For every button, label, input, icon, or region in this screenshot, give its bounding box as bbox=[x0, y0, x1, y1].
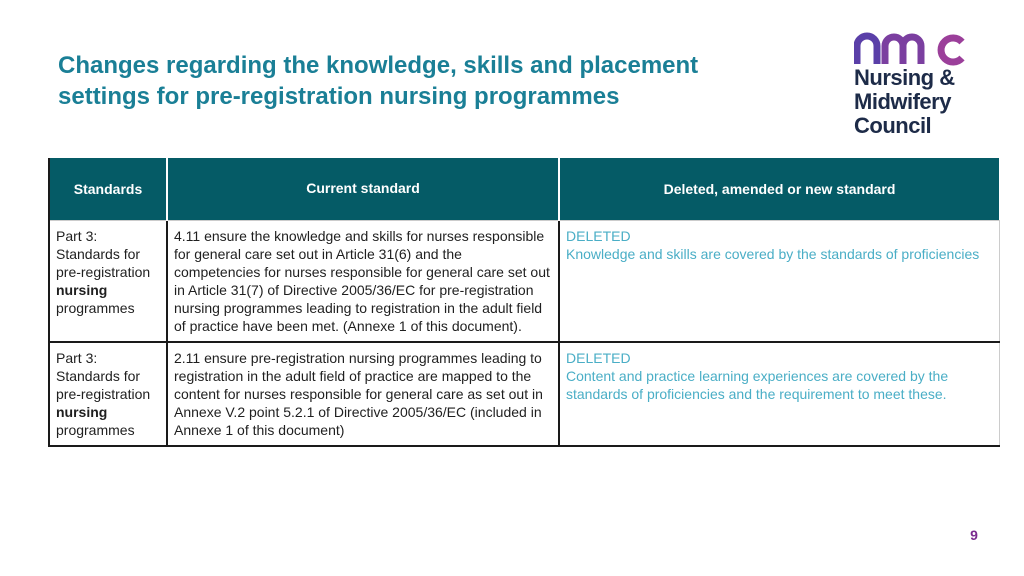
standards-cell bbox=[49, 342, 167, 446]
change-text: Content and practice learning experiences are covered by the standards of proficiencies and the requirement to meet these. bbox=[566, 368, 949, 402]
header-standards: Standards bbox=[49, 158, 167, 221]
current-standard-cell: 2.11 ensure pre-registration nursing programmes leading to registration in the adult field of practice are mapped to the content for nurses responsible for general care as set out in Annexe V.2 point 5.2.1 of Directive 2005/36/EC (included in Annexe 1 of this document) bbox=[167, 342, 559, 446]
standards-cell bbox=[49, 221, 167, 343]
logo-wordmark bbox=[854, 66, 994, 138]
nmc-logo bbox=[854, 32, 994, 142]
part-line: Standards for bbox=[56, 368, 141, 384]
part-line: pre-registration bbox=[56, 386, 151, 402]
part-line: pre-registration bbox=[56, 264, 151, 280]
change-cell bbox=[559, 342, 999, 446]
change-text: Knowledge and skills are covered by the standards of proficiencies bbox=[566, 246, 980, 262]
change-cell bbox=[559, 221, 999, 343]
table-row bbox=[49, 221, 999, 343]
table-row bbox=[49, 342, 999, 446]
table-header-row bbox=[49, 158, 999, 221]
logo-line-1: Nursing & bbox=[854, 65, 955, 90]
part-line: programmes bbox=[56, 422, 135, 438]
nmc-logo-mark bbox=[854, 32, 972, 66]
part-line: Standards for bbox=[56, 246, 141, 262]
current-standard-cell: 4.11 ensure the knowledge and skills for nurses responsible for general care set out in Article 31(6) and the competencies for nurses responsible for general care set out in Article 31(7) of Directive 2005/36/EC for pre-registration nursing programmes leading to registration in the adult field of practice have been met. (Annexe 1 of this document). bbox=[167, 221, 559, 343]
logo-line-3: Council bbox=[854, 113, 932, 138]
page-number: 9 bbox=[970, 527, 978, 543]
part-label: Part 3: bbox=[56, 228, 98, 244]
page-title: Changes regarding the knowledge, skills and placement settings for pre-registration nursing programmes bbox=[58, 52, 699, 110]
status-label: DELETED bbox=[566, 228, 631, 244]
standards-table bbox=[48, 158, 1000, 447]
part-label: Part 3: bbox=[56, 350, 98, 366]
status-label: DELETED bbox=[566, 350, 631, 366]
header-change: Deleted, amended or new standard bbox=[559, 158, 999, 221]
part-bold: nursing bbox=[56, 282, 108, 298]
part-bold: nursing bbox=[56, 404, 108, 420]
header-current-standard: Current standard bbox=[167, 158, 559, 221]
logo-line-2: Midwifery bbox=[854, 89, 951, 114]
part-line: programmes bbox=[56, 300, 135, 316]
